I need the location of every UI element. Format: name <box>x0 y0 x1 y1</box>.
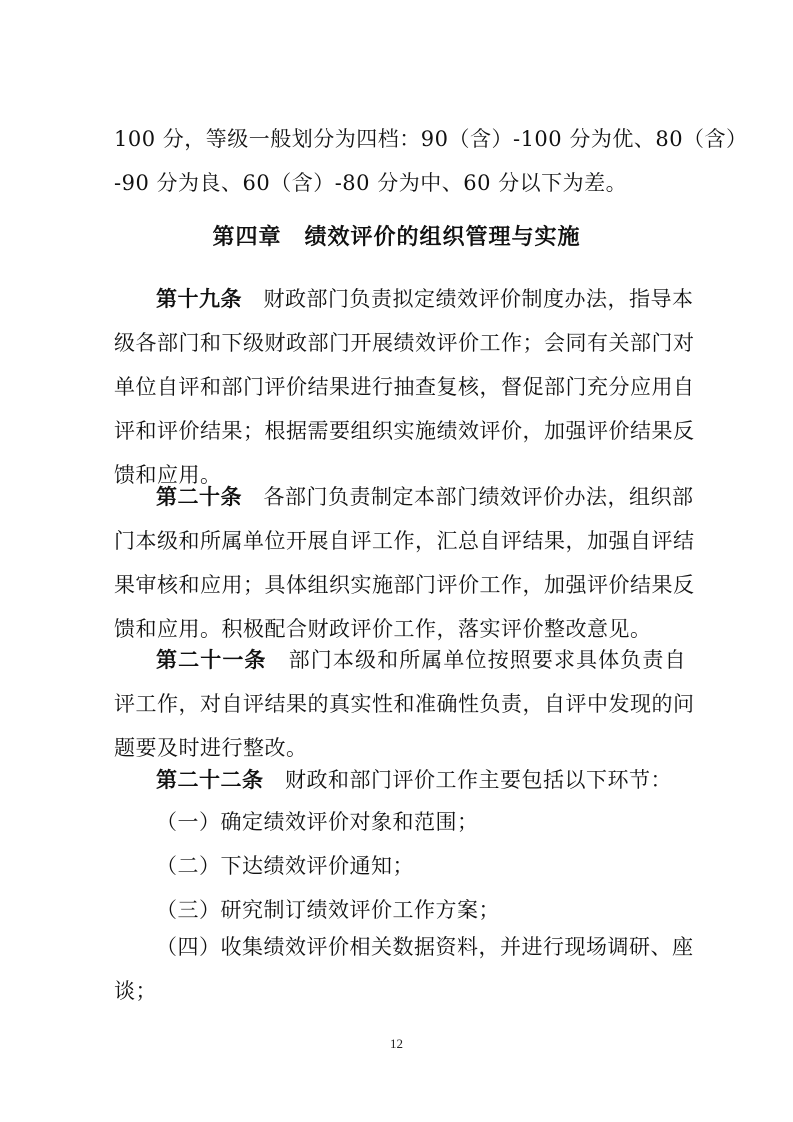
intro-line-1: 100 分，等级一般划分为四档：90（含）-100 分为优、80（含） <box>114 127 748 151</box>
article-21-line-2: 评工作，对自评结果的真实性和准确性负责，自评中发现的问 <box>114 692 695 716</box>
item-4 <box>114 925 694 1013</box>
article-22-label: 第二十二条 <box>156 768 264 792</box>
article-22-line-1 <box>114 758 686 802</box>
article-20-line-3: 果审核和应用；具体组织实施部门评价工作，加强评价结果反 <box>114 573 695 597</box>
article-21-line-1 <box>114 638 686 682</box>
article-20 <box>114 475 695 651</box>
article-21 <box>114 638 695 770</box>
article-19-line-4: 评和评价结果；根据需要组织实施绩效评价，加强评价结果反 <box>114 419 695 443</box>
article-19-label: 第十九条 <box>156 287 242 311</box>
list-item: （二）下达绩效评价通知； <box>156 854 414 878</box>
article-19-text-1: 财政部门负责拟定绩效评价制度办法，指导本 <box>242 287 694 311</box>
item-4-line-2: 谈； <box>114 979 157 1003</box>
items-list <box>114 800 686 932</box>
article-19-line-3: 单位自评和部门评价结果进行抽查复核，督促部门充分应用自 <box>114 375 695 399</box>
list-item: （三）研究制订绩效评价工作方案； <box>156 898 500 922</box>
chapter-title: 第四章 绩效评价的组织管理与实施 <box>212 225 581 250</box>
article-20-label: 第二十条 <box>156 485 242 509</box>
article-21-text-1: 部门本级和所属单位按照要求具体负责自 <box>266 648 687 672</box>
item-4-line-1: （四）收集绩效评价相关数据资料，并进行现场调研、座 <box>156 935 694 959</box>
article-20-line-4: 馈和应用。积极配合财政评价工作，落实评价整改意见。 <box>114 617 652 641</box>
article-20-line-2: 门本级和所属单位开展自评工作，汇总自评结果，加强自评结 <box>114 529 695 553</box>
article-22-text-1: 财政和部门评价工作主要包括以下环节： <box>263 768 672 792</box>
article-19-line-2: 级各部门和下级财政部门开展绩效评价工作；会同有关部门对 <box>114 331 695 355</box>
article-22 <box>114 758 686 802</box>
article-19-line-5: 馈和应用。 <box>114 463 222 487</box>
article-20-text-1: 各部门负责制定本部门绩效评价办法，组织部 <box>242 485 694 509</box>
article-20-line-1 <box>114 475 694 519</box>
intro-paragraph <box>114 117 748 205</box>
article-19-line-1 <box>114 277 694 321</box>
list-item: （一）确定绩效评价对象和范围； <box>156 810 479 834</box>
article-21-label: 第二十一条 <box>156 648 267 672</box>
page-number: 12 <box>390 1036 403 1051</box>
intro-line-2: -90 分为良、60（含）-80 分为中、60 分以下为差。 <box>114 171 628 195</box>
article-21-line-3: 题要及时进行整改。 <box>114 736 308 760</box>
